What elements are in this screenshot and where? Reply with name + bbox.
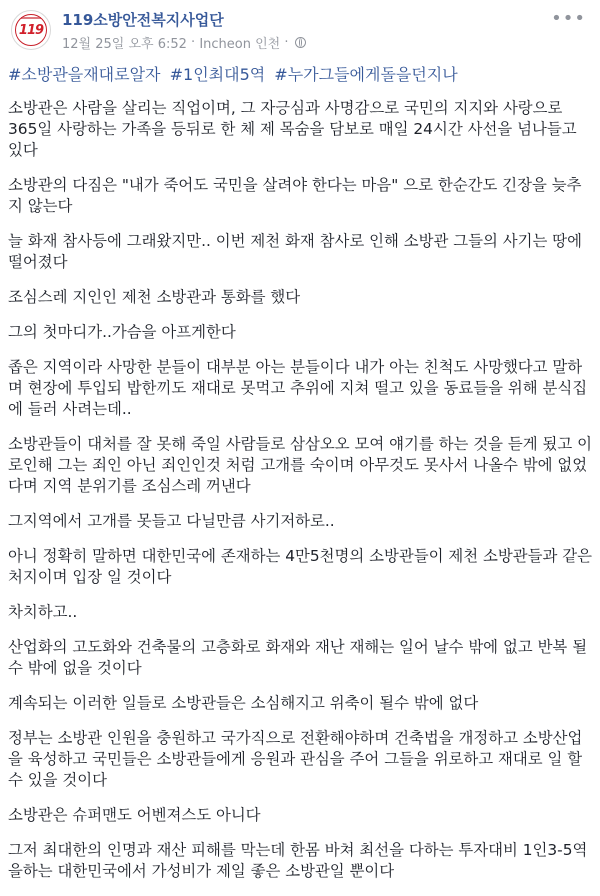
more-icon[interactable]: ••• [551, 8, 586, 29]
post-paragraph: 계속되는 이러한 일들로 소방관들은 소심해지고 위축이 될수 밖에 없다 [8, 694, 479, 712]
meta-separator-2: · [284, 35, 289, 50]
meta-separator: · [191, 35, 196, 50]
post-paragraph: 좁은 지역이라 사망한 분들이 대부분 아는 분들이다 내가 아는 친척도 사망했다고 말하며 현장에 투입되 밥한끼도 재대로 못먹고 추위에 지쳐 떨고 있을 동료들을 위해 분식집에 들러 사려는데.. [8, 358, 588, 418]
post-paragraph: 늘 화재 참사등에 그래왔지만.. 이번 제천 화재 참사로 인해 소방관 그들의 사기는 땅에 떨어졌다 [8, 232, 582, 271]
hashtag-link[interactable]: #1인최대5역 [169, 65, 266, 84]
post-paragraph: 정부는 소방관 인원을 충원하고 국가직으로 전환해야하며 건축법을 개정하고 소방산업을 육성하고 국민들은 소방관들에게 응원과 관심을 주어 그들을 위로하고 재대로 일 할수 있을 것이다 [8, 729, 583, 789]
post-header [0, 0, 600, 62]
post-paragraph: 산업화의 고도화와 건축물의 고층화로 화재와 재난 재해는 일어 날수 밖에 없고 반복 될수 밖에 없을 것이다 [8, 638, 588, 677]
post-paragraph: 소방관의 다짐은 "내가 죽어도 국민을 살려야 한다는 마음" 으로 한순간도 긴장을 늦추지 않는다 [8, 176, 582, 215]
avatar-logo-text: 119 [18, 23, 44, 38]
post-paragraph: 그의 첫마디가..가슴을 아프게한다 [8, 323, 236, 341]
post-date[interactable]: 12월 25일 오후 6:52 [62, 37, 187, 52]
hashtag-link[interactable]: #소방관을재대로알자 [8, 65, 161, 84]
hashtag-link[interactable]: #누가그들에게돌을던지나 [274, 65, 458, 84]
post-location[interactable]: Incheon 인천 [199, 37, 281, 52]
post-paragraph: 그저 최대한의 인명과 재산 피해를 막는데 한몸 바쳐 최선을 다하는 투자대비 1인3-5역을하는 대한민국에서 가성비가 제일 좋은 소방관일 뿐이다 [8, 841, 588, 880]
post-paragraph: 조심스레 지인인 제천 소방관과 통화를 했다 [8, 288, 301, 306]
post-paragraph: 그지역에서 고개를 못들고 다닐만큼 사기저하로.. [8, 512, 335, 530]
page-avatar[interactable] [11, 10, 51, 50]
post-paragraph: 소방관은 사람을 살리는 직업이며, 그 자긍심과 사명감으로 국민의 지지와 사랑으로 365일 사랑하는 가족을 등뒤로 한 체 제 목숨을 담보로 매일 24시간 사선을 넘나들고 있다 [8, 99, 577, 159]
hashtag-line [8, 64, 592, 85]
post-meta [62, 33, 306, 52]
post-paragraph: 아니 정확히 말하면 대한민국에 존재하는 4만5천명의 소방관들이 제천 소방관들과 같은 처지이며 입장 일 것이다 [8, 547, 592, 586]
avatar-bar [12, 17, 50, 20]
post-paragraph: 소방관들이 대처를 잘 못해 죽일 사람들로 삼삼오오 모여 얘기를 하는 것을 듣게 됬고 이로인해 그는 죄인 아닌 죄인인것 처럼 고개를 숙이며 아무것도 못사서 나올수 밖에 없었다며 지역 분위기를 조심스레 꺼낸다 [8, 435, 592, 495]
post-paragraph: 차치하고.. [8, 603, 78, 621]
post-paragraph: 소방관은 슈퍼맨도 어벤져스도 아니다 [8, 806, 261, 824]
post-body [8, 64, 592, 896]
page-name-link[interactable]: 119소방안전복지사업단 [62, 11, 224, 29]
globe-icon[interactable] [295, 37, 306, 48]
